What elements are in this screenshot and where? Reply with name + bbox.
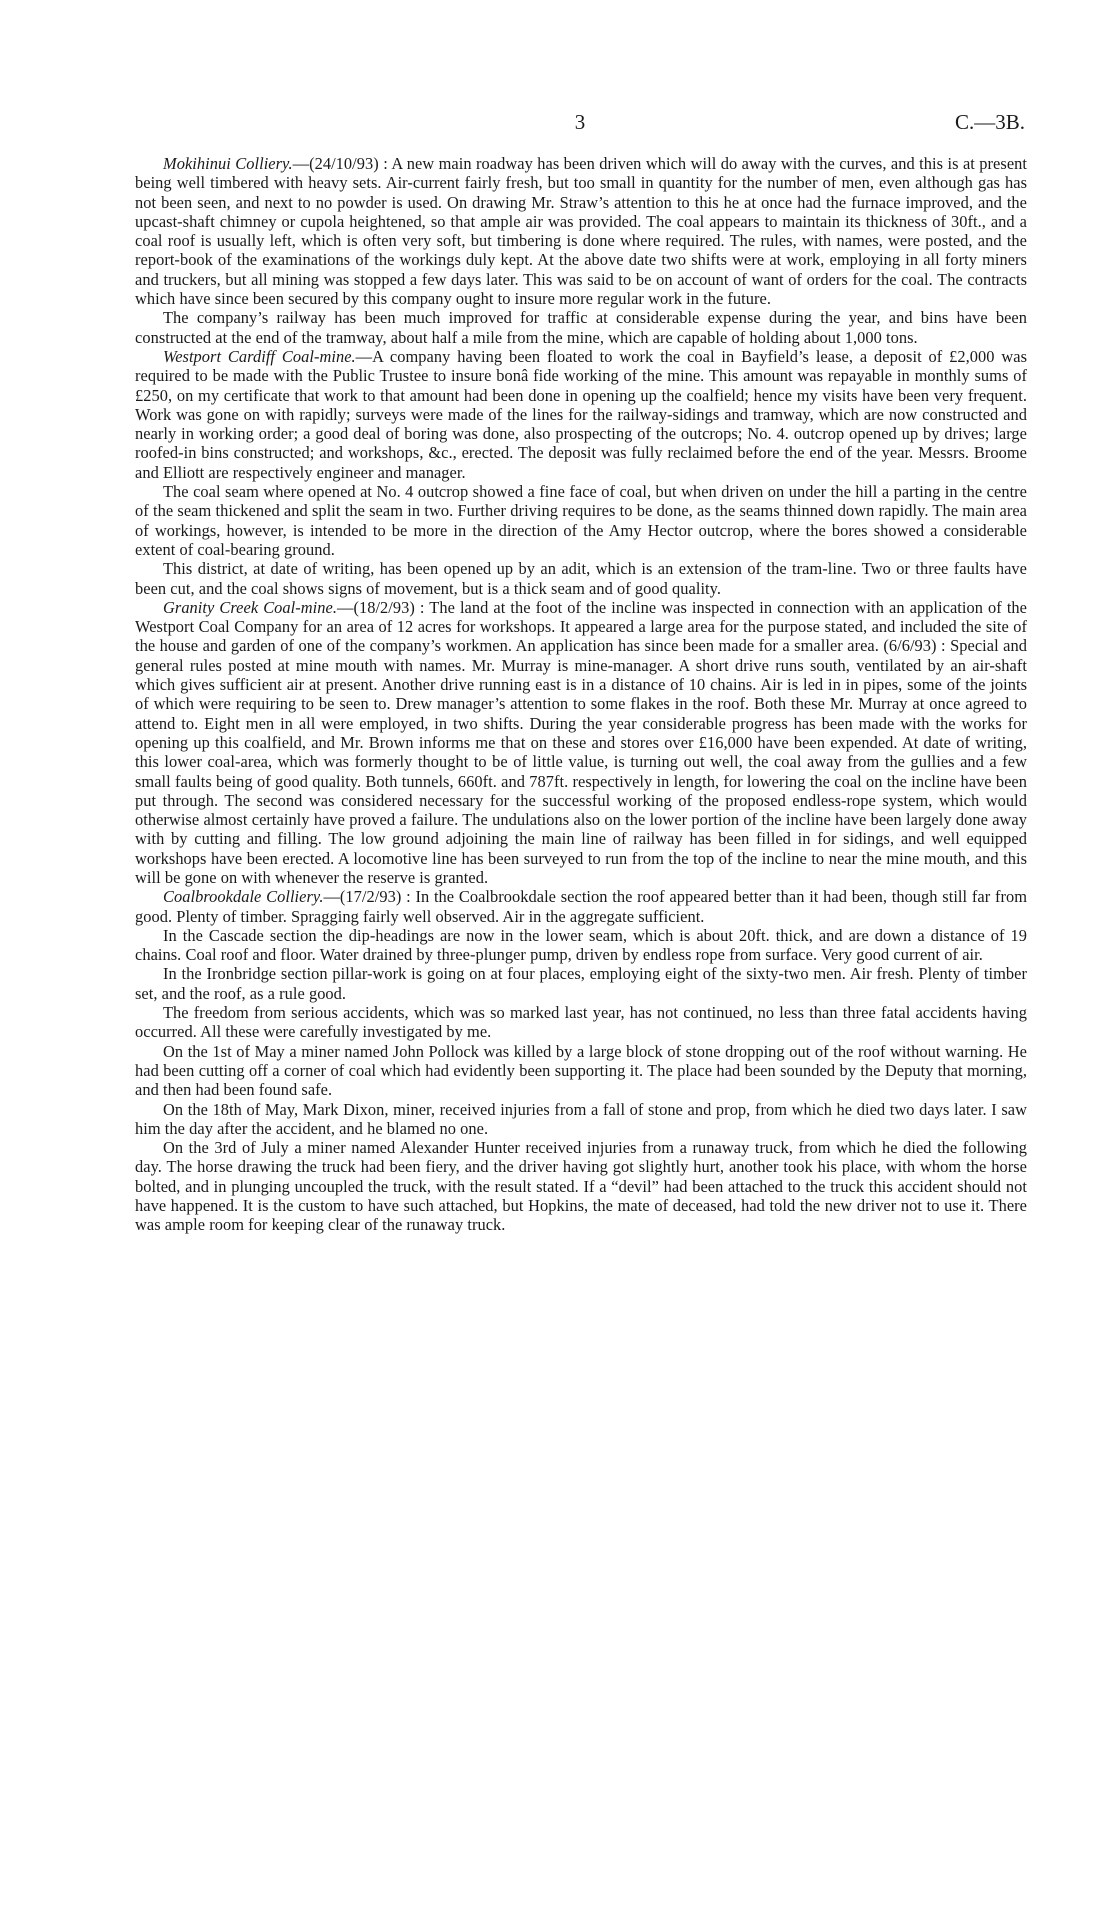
paragraph-text: The company’s railway has been much improved for traffic at considerable expense during the year, and bins have been constructed at the end of the tramway, about half a mile from the mine, which are capable of holding about 1,000 tons.: [135, 308, 1027, 347]
paragraph-text: This district, at date of writing, has been opened up by an adit, which is an extension of the tram-line. Two or three faults have been cut, and the coal shows signs of movement, but is a thick seam and of good quality.: [135, 559, 1027, 598]
paragraph-heading: Mokihinui Colliery.: [163, 154, 293, 173]
paragraph-text: —(24/10/93) : A new main roadway has been driven which will do away with the curves, and this is at present being well timbered with heavy sets. Air-current fairly fresh, but too small in quantity for the number of men, even although gas has not been seen, and next to no powder is used. On drawing Mr. Straw’s attention to this he at once had the furnace improved, and the upcast-shaft chimney or cupola heightened, so that ample air was provided. The coal appears to maintain its thickness of 30ft., and a coal roof is usually left, which is often very soft, but timbering is done where required. The rules, with names, were posted, and the report-book of the examinations of the workings duly kept. At the above date two shifts were at work, employing in all forty miners and truckers, but all mining was stopped a few days later. This was said to be on account of want of orders for the coal. The contracts which have since been secured by this company ought to insure more regular work in the future.: [135, 154, 1027, 309]
paragraph: [135, 964, 1027, 1003]
paragraph: [135, 559, 1027, 598]
paragraph-text: In the Ironbridge section pillar-work is going on at four places, employing eight of the sixty-two men. Air fresh. Plenty of timber set, and the roof, as a rule good.: [135, 964, 1027, 1003]
document-reference: C.—3B.: [954, 110, 1025, 134]
paragraph-text: In the Cascade section the dip-headings are now in the lower seam, which is about 20ft. thick, and are down a distance of 19 chains. Coal roof and floor. Water drained by three-plunger pump, driven by endless rope from surface. Very good current of air.: [135, 925, 1027, 965]
page-number: 3: [574, 110, 586, 134]
paragraph: [135, 926, 1027, 965]
paragraph: [135, 347, 1027, 482]
paragraph-text: On the 3rd of July a miner named Alexander Hunter received injuries from a runaway truck, from which he died the following day. The horse drawing the truck had been fiery, and the driver having got slightly hurt, another took his place, with whom the horse bolted, and in plunging uncoupled the truck, with the result stated. If a “devil” had been attached to the truck this accident should not have happened. It is the custom to have such attached, but Hopkins, the mate of deceased, had told the new driver not to use it. There was ample room for keeping clear of the runaway truck.: [135, 1138, 1027, 1235]
paragraph: [135, 1138, 1027, 1234]
page-header: [135, 110, 1025, 140]
paragraph-text: —(18/2/93) : The land at the foot of the incline was inspected in connection with an application of the Westport Coal Company for an area of 12 acres for workshops. It appeared a large area for the purpose stated, and included the site of the house and garden of one of the company’s workmen. An application has since been made for a smaller area. (6/6/93) : Special and general rules posted at mine mouth with names. Mr. Murray is mine-manager. A short drive runs south, ventilated by an air-shaft which gives sufficient air at present. Another drive running east is in a distance of 10 chains. Air is led in in pipes, some of the joints of which were requiring to be seen to. Drew manager’s attention to some flakes in the roof. Both these Mr. Murray at once agreed to attend to. Eight men in all were employed, in two shifts. During the year considerable progress has been made with the works for opening up this coalfield, and Mr. Brown informs me that on these and stores over £16,000 have been expended. At date of writing, this lower coal-area, which was formerly thought to be of little value, is turning out well, the coal away from the gullies and a few small faults being of good quality. Both tunnels, 660ft. and 787ft. respectively in length, for lowering the coal on the incline have been put through. The second was considered necessary for the successful working of the proposed endless-rope system, which would otherwise almost certainly have proved a failure. The undulations also on the lower portion of the incline have been largely done away with by cutting and filling. The low ground adjoining the main line of railway has been filled in for sidings, and well equipped workshops have been erected. A locomotive line has been surveyed to run from the top of the incline to near the mine mouth, and this will be gone on with whenever the reserve is granted.: [135, 597, 1027, 887]
paragraph-text: On the 1st of May a miner named John Pollock was killed by a large block of stone dropping out of the roof without warning. He had been cutting off a corner of coal which had evidently been supporting it. The place had been sounded by the Deputy that morning, and then had been found safe.: [135, 1041, 1027, 1100]
paragraph-text: The freedom from serious accidents, which was so marked last year, has not continued, no less than three fatal accidents having occurred. All these were carefully investigated by me.: [135, 1003, 1027, 1042]
paragraph: [135, 1003, 1027, 1042]
body-text: [135, 154, 1027, 1235]
paragraph-heading: Westport Cardiff Coal-mine.: [163, 346, 356, 366]
paragraph-heading: Granity Creek Coal-mine.: [163, 597, 337, 617]
paragraph-text: —(17/2/93) : In the Coalbrookdale section the roof appeared better than it had been, though still far from good. Plenty of timber. Spragging fairly well observed. Air in the aggregate sufficient.: [135, 887, 1028, 926]
paragraph: [135, 1042, 1027, 1100]
paragraph-text: On the 18th of May, Mark Dixon, miner, received injuries from a fall of stone and prop, from which he died two days later. I saw him the day after the accident, and he blamed no one.: [135, 1099, 1027, 1138]
paragraph: [135, 482, 1027, 559]
paragraph: [135, 887, 1027, 926]
paragraph: [135, 154, 1027, 308]
paragraph: [135, 1100, 1027, 1139]
paragraph-text: —A company having been floated to work the coal in Bayfield’s lease, a deposit of £2,000 was required to be made with the Public Trustee to insure bonâ fide working of the mine. This amount was repayable in monthly sums of £250, on my certificate that work to that amount had been done in opening up the coalfield; hence my visits have been very frequent. Work was gone on with rapidly; surveys were made of the lines for the railway-sidings and tramway, which are now constructed and nearly in working order; a good deal of boring was done, also prospecting of the outcrops; No. 4. outcrop opened up by drives; large roofed-in bins constructed; and workshops, &c., erected. The deposit was fully reclaimed before the end of the year. Messrs. Broome and Elliott are respectively engineer and manager.: [135, 346, 1027, 482]
paragraph-text: The coal seam where opened at No. 4 outcrop showed a fine face of coal, but when driven on under the hill a parting in the centre of the seam thickened and split the seam in two. Further driving requires to be done, as the seams thinned down rapidly. The main area of workings, however, is intended to be more in the direction of the Amy Hector outcrop, where the bores showed a considerable extent of coal-bearing ground.: [135, 482, 1027, 559]
paragraph: [135, 598, 1027, 887]
paragraph: [135, 308, 1027, 347]
paragraph-heading: Coalbrookdale Colliery.: [163, 887, 324, 907]
